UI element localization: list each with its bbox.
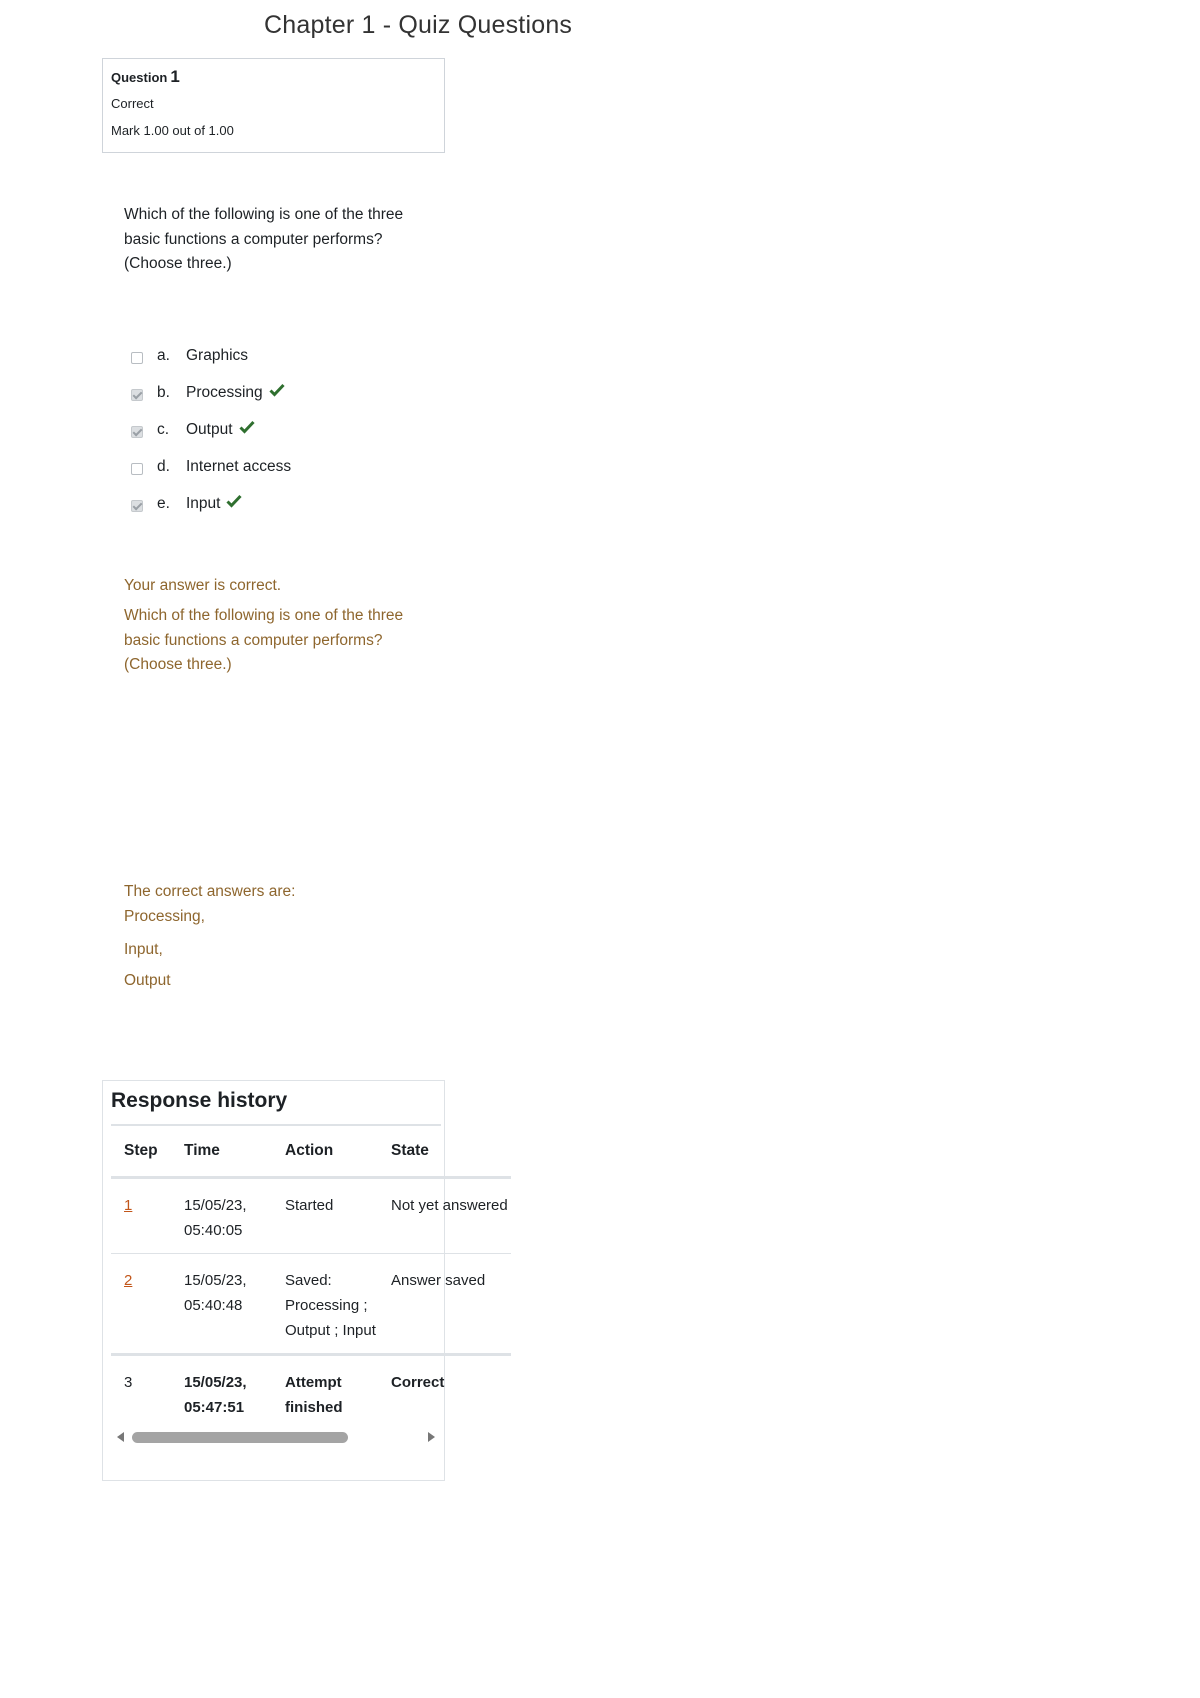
response-history-table xyxy=(111,1126,511,1430)
right-answer-intro: The correct answers are: xyxy=(124,883,296,900)
check-icon xyxy=(269,383,285,402)
response-history-table-container[interactable] xyxy=(111,1126,508,1426)
general-feedback: Which of the following is one of the three basic functions a computer performs? (Choose three.) xyxy=(124,607,404,673)
option-letter: b. xyxy=(157,383,170,401)
state-cell: Correct xyxy=(391,1374,445,1391)
option-letter: e. xyxy=(157,494,170,512)
answer-options xyxy=(131,337,291,522)
question-number-value: 1 xyxy=(170,67,180,86)
table-header-row xyxy=(111,1126,511,1178)
table-row xyxy=(111,1254,511,1355)
scrollbar-thumb[interactable] xyxy=(132,1432,348,1443)
column-header-action: Action xyxy=(272,1126,378,1178)
right-answer: Output xyxy=(124,972,171,989)
column-header-step: Step xyxy=(111,1126,171,1178)
check-icon xyxy=(239,420,255,439)
specific-feedback: Your answer is correct. xyxy=(124,577,282,594)
arrow-left-icon[interactable] xyxy=(117,1432,124,1442)
question-number xyxy=(111,67,436,94)
table-row-current xyxy=(111,1355,511,1431)
option-text: Internet access xyxy=(186,457,292,475)
checkbox-checked[interactable] xyxy=(131,389,143,401)
answer-option-a[interactable] xyxy=(131,337,291,374)
question-text: Which of the following is one of the three basic functions a computer performs? (Choose three.) xyxy=(124,206,404,272)
question-label: Question xyxy=(111,70,168,85)
response-history-title: Response history xyxy=(111,1089,288,1112)
arrow-right-icon[interactable] xyxy=(428,1432,435,1442)
table-row xyxy=(111,1178,511,1254)
checkbox[interactable] xyxy=(131,463,143,475)
action-cell: Saved: Processing ; Output ; Input xyxy=(272,1254,378,1355)
option-letter: a. xyxy=(157,346,170,364)
response-history-panel xyxy=(102,1080,508,1481)
step-link[interactable]: 2 xyxy=(124,1272,133,1289)
option-letter: d. xyxy=(157,457,170,475)
answer-option-d[interactable] xyxy=(131,448,291,485)
question-info-box xyxy=(102,58,445,153)
right-answer: Processing, xyxy=(124,908,205,925)
step-cell: 3 xyxy=(124,1374,133,1391)
answer-option-b[interactable] xyxy=(131,374,291,411)
answer-option-e[interactable] xyxy=(131,485,291,522)
action-cell: Started xyxy=(272,1178,378,1254)
checkbox-checked[interactable] xyxy=(131,500,143,512)
answer-option-c[interactable] xyxy=(131,411,291,448)
column-header-state: State xyxy=(378,1126,511,1178)
option-text: Input xyxy=(186,494,221,512)
question-state: Correct xyxy=(111,96,154,111)
check-icon xyxy=(226,494,242,513)
option-text: Processing xyxy=(186,383,263,401)
time-cell: 15/05/23, 05:47:51 xyxy=(184,1374,247,1416)
column-header-time: Time xyxy=(171,1126,272,1178)
action-cell: Attempt finished xyxy=(285,1374,343,1416)
checkbox-checked[interactable] xyxy=(131,426,143,438)
option-letter: c. xyxy=(157,420,170,438)
option-text: Graphics xyxy=(186,346,249,364)
state-cell: Answer saved xyxy=(378,1254,511,1355)
step-link[interactable]: 1 xyxy=(124,1197,133,1214)
checkbox[interactable] xyxy=(131,352,143,364)
question-grade: Mark 1.00 out of 1.00 xyxy=(111,123,234,138)
time-cell: 15/05/23, 05:40:05 xyxy=(171,1178,272,1254)
time-cell: 15/05/23, 05:40:48 xyxy=(171,1254,272,1355)
horizontal-scrollbar[interactable] xyxy=(111,1428,441,1446)
option-text: Output xyxy=(186,420,233,438)
page-title: Chapter 1 - Quiz Questions xyxy=(264,11,573,39)
right-answer: Input, xyxy=(124,941,163,958)
state-cell: Not yet answered xyxy=(378,1178,511,1254)
